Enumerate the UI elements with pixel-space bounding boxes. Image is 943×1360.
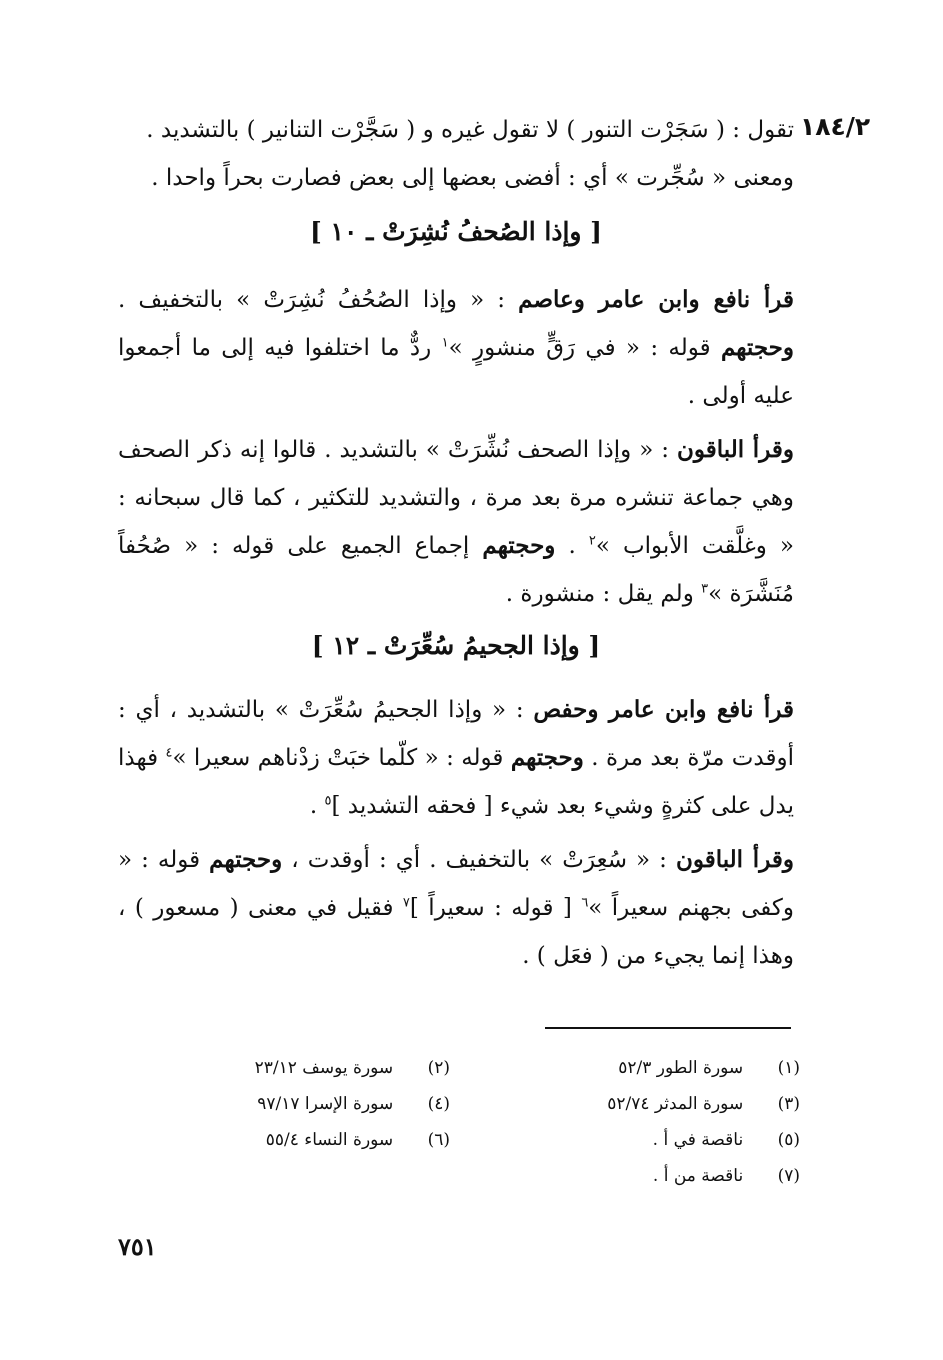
- footnote-divider: [545, 1027, 791, 1029]
- argument-text: ردٌّ ما اختلفوا فيه إلى ما أجمعوا عليه أولى .: [118, 335, 794, 409]
- footnote-marker: ٢: [588, 533, 596, 549]
- margin-reference: ١٨٤/٢: [800, 112, 871, 141]
- argument-text: قوله : « وكفى بجهنم سعيراً »: [118, 847, 794, 921]
- footnotes: [200, 1050, 800, 1200]
- argument-text: [ قوله : سعيراً ]: [409, 895, 582, 921]
- argument-label: وحجتهم: [510, 744, 584, 771]
- verse-heading-12: [ وإذا الجحيمُ سُعِّرَتْ ـ ١٢ ]: [311, 631, 601, 660]
- footnote-item: (٦) سورة النساء ٥٥/٤: [265, 1130, 450, 1150]
- reader-names: قرأ نافع وابن عامر وعاصم: [518, 286, 794, 313]
- argument-text: قوله : « كلّما خبَتْ زدْناهم سعيرا »: [172, 745, 511, 771]
- verse-heading-10: [ وإذا الصُحفُ نُشِرَتْ ـ ١٠ ]: [309, 217, 603, 246]
- reader-names: قرأ نافع وابن عامر وحفص: [533, 696, 794, 723]
- footnote-marker: ٣: [701, 581, 709, 597]
- page-number: ٧٥١: [118, 1232, 157, 1261]
- argument-text: إجماع الجميع على قوله : « صُحُفاً مُنَشَّرَة »: [118, 533, 794, 607]
- reading-text: .: [555, 533, 589, 559]
- footnote-marker: ٦: [581, 895, 589, 911]
- intro-line-2: ومعنى « سُجِّرت » أي : أفضى بعضها إلى بعض فصارت بحراً واحدا .: [151, 165, 794, 191]
- reader-names: وقرأ الباقون: [675, 846, 794, 873]
- footnote-item: (٢) سورة يوسف ٢٣/١٢: [254, 1058, 450, 1078]
- reading-text: : « سُعِرَتْ » بالتخفيف . أي : أوقدت ،: [282, 847, 676, 873]
- argument-label: وحجتهم: [482, 532, 556, 559]
- reading-paragraph-2: [118, 426, 794, 618]
- intro-paragraph: [118, 106, 794, 202]
- footnote-marker: ٥: [324, 793, 332, 809]
- reader-names: وقرأ الباقون: [677, 436, 794, 463]
- argument-label: وحجتهم: [209, 846, 283, 873]
- reading-text: : « وإذا الجحيمُ سُعِّرَتْ » بالتشديد ، أي : أوقدت مرّة بعد مرة .: [118, 697, 795, 771]
- argument-text: فهذا يدل على كثرةٍ وشيء بعد شيء [ فحقه التشديد ]: [118, 745, 794, 819]
- footnote-item: (٣) سورة المدثر ٥٢/٧٤: [607, 1094, 800, 1114]
- footnote-marker: ٧: [402, 895, 410, 911]
- argument-label: وحجتهم: [720, 334, 795, 361]
- argument-text: .: [309, 793, 325, 819]
- reading-paragraph-3: [118, 686, 794, 830]
- footnotes-left-column: [150, 1050, 450, 1158]
- intro-line-1: تقول : ( سَجَرْت التنور ) لا تقول غيره و ( سَجَّرْت التنانير ) بالتشديد .: [146, 117, 794, 143]
- footnote-marker: ١: [441, 335, 449, 351]
- footnote-marker: ٤: [165, 745, 173, 761]
- footnote-item: (٥) ناقصة في أ .: [652, 1130, 800, 1150]
- footnotes-right-column: [500, 1050, 800, 1194]
- reading-text: : « وإذا الصحف نُشِّرَتْ » بالتشديد . قالوا إنه ذكر الصحف وهي جماعة تنشره مرة بعد مرة ، والتشديد للتكثير ، كما قال سبحانه : « وغلَّقت الأبواب »: [118, 437, 794, 559]
- reading-paragraph-1: [118, 276, 794, 420]
- argument-text: ولم يقل : منشورة .: [505, 581, 702, 607]
- footnote-item: (٧) ناقصة من أ .: [652, 1166, 800, 1186]
- footnote-item: (٤) سورة الإسرا ٩٧/١٧: [257, 1094, 450, 1114]
- argument-text: فقيل في معنى ( مسعور ) ، وهذا إنما يجيء من ( فعَل ) .: [118, 895, 794, 969]
- reading-text: : « وإذا الصُحُفُ نُشِرَتْ » بالتخفيف .: [118, 287, 519, 313]
- footnote-item: (١) سورة الطور ٥٢/٣: [618, 1058, 800, 1078]
- argument-text: قوله : « في رَقٍّ منشورٍ »: [448, 335, 721, 361]
- reading-paragraph-4: [118, 836, 794, 980]
